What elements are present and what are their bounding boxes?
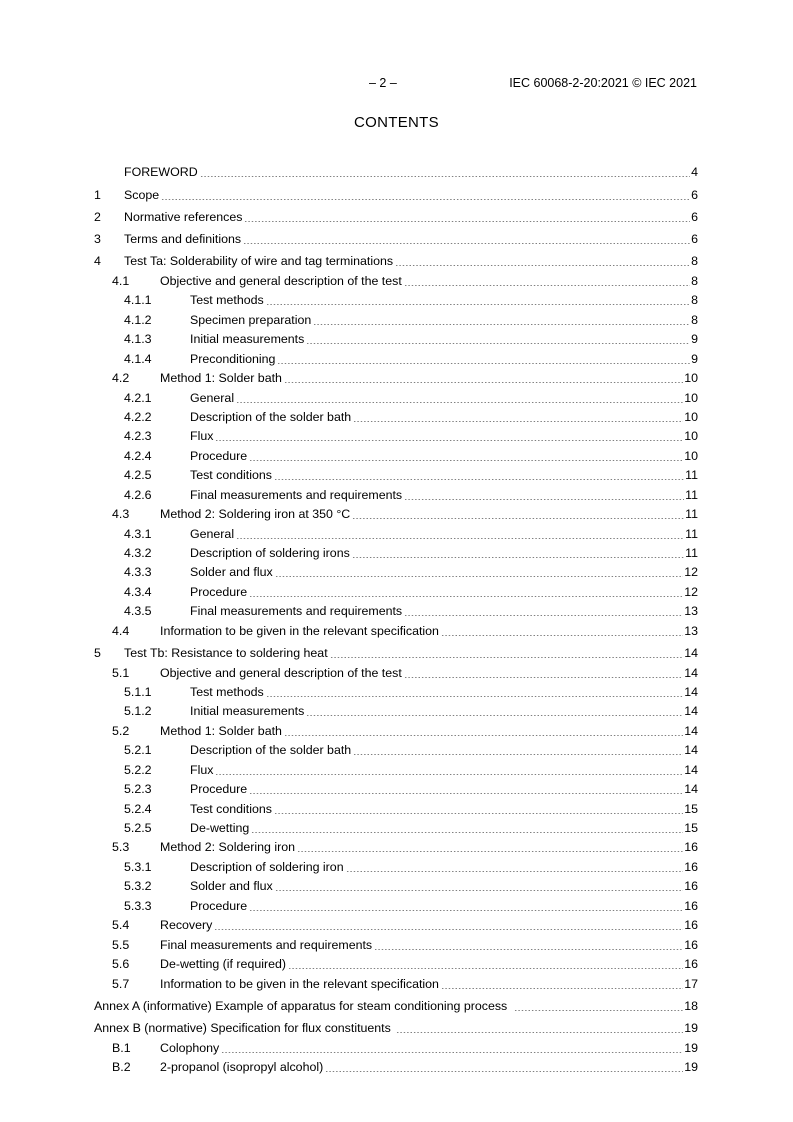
- toc-entry-page: 10: [684, 409, 698, 424]
- toc-entry-title: Test methods: [190, 684, 264, 699]
- toc-entry[interactable]: [94, 933, 698, 952]
- toc-entry-page: 13: [684, 604, 698, 619]
- toc-entry-number: 4.3.1: [124, 526, 152, 541]
- toc-entry-page: 19: [684, 1060, 698, 1074]
- toc-entry[interactable]: [94, 580, 698, 599]
- toc-entry-title: Procedure: [190, 782, 248, 797]
- toc-dot-leader: [330, 657, 683, 658]
- toc-entry-page: 19: [684, 1021, 698, 1036]
- toc-entry-page: 9: [691, 332, 698, 347]
- toc-dot-leader: [214, 929, 683, 930]
- toc-entry-page: 12: [684, 565, 698, 580]
- toc-dot-leader: [352, 557, 684, 558]
- toc-entry[interactable]: [94, 600, 698, 619]
- toc-entry[interactable]: [94, 269, 698, 288]
- toc-entry-number: 5.2.5: [124, 821, 152, 836]
- toc-entry-title: Flux: [190, 429, 214, 444]
- toc-entry-title: General: [190, 390, 235, 405]
- toc-dot-leader: [249, 910, 683, 911]
- toc-entry-number: 4.3.5: [124, 604, 152, 619]
- toc-dot-leader: [284, 382, 683, 383]
- toc-entry-number: 4.1.1: [124, 293, 152, 308]
- toc-dot-leader: [215, 440, 683, 441]
- toc-entry[interactable]: [94, 406, 698, 425]
- toc-entry-page: 14: [684, 762, 698, 777]
- toc-dot-leader: [325, 1071, 683, 1072]
- toc-dot-leader: [249, 596, 683, 597]
- toc-dot-leader: [236, 538, 684, 539]
- toc-entry-page: 14: [684, 684, 698, 699]
- toc-dot-leader: [243, 243, 690, 244]
- toc-entry-title: Final measurements and requirements: [190, 604, 403, 619]
- toc-entry-title: Terms and definitions: [124, 232, 242, 247]
- toc-entry-number: 4.1.4: [124, 351, 152, 366]
- toc-entry[interactable]: [94, 483, 698, 502]
- toc-entry[interactable]: [94, 719, 698, 738]
- toc-entry-title: Objective and general description of the test: [160, 665, 402, 680]
- toc-dot-leader: [200, 176, 690, 177]
- toc-dot-leader: [288, 968, 683, 969]
- toc-entry[interactable]: [94, 386, 698, 405]
- toc-entry-title: Solder and flux: [190, 879, 273, 894]
- toc-entry-number: 4.2.3: [124, 429, 152, 444]
- toc-entry[interactable]: [94, 425, 698, 444]
- toc-entry-title: Description of soldering iron: [190, 859, 344, 874]
- toc-entry-number: 2: [94, 209, 101, 224]
- toc-dot-leader: [404, 499, 684, 500]
- toc-entry-page: 8: [691, 254, 698, 269]
- toc-dot-leader: [249, 793, 683, 794]
- toc-entry[interactable]: [94, 367, 698, 386]
- toc-entry-page: 16: [684, 918, 698, 933]
- toc-entry[interactable]: [94, 619, 698, 638]
- toc-entry[interactable]: [94, 180, 698, 202]
- toc-entry-title: Method 2: Soldering iron at 350 °C: [160, 507, 351, 522]
- page-number: – 2 –: [369, 76, 397, 90]
- toc-entry[interactable]: [94, 639, 698, 661]
- toc-entry-number: 5.2.2: [124, 762, 152, 777]
- toc-entry-title: FOREWORD: [124, 165, 198, 180]
- toc-entry-number: 5.2: [112, 723, 130, 738]
- toc-dot-leader: [313, 324, 690, 325]
- toc-entry-title: Colophony: [160, 1040, 220, 1055]
- toc-entry-title: General: [190, 526, 235, 541]
- toc-entry-page: 8: [691, 312, 698, 327]
- toc-entry-page: 10: [684, 429, 698, 444]
- toc-entry-title: Final measurements and requirements: [160, 937, 373, 952]
- toc-entry-page: 18: [684, 998, 698, 1013]
- toc-entry-title: Test methods: [190, 293, 264, 308]
- toc-entry-title: 2-propanol (isopropyl alcohol): [160, 1060, 324, 1074]
- toc-entry-number: 4.2.2: [124, 409, 152, 424]
- toc-entry-title: Test conditions: [190, 468, 272, 483]
- toc-entry-page: 15: [684, 821, 698, 836]
- toc-dot-leader: [514, 1010, 683, 1011]
- toc-entry-page: 10: [684, 371, 698, 386]
- toc-entry-title: Annex A (informative) Example of apparatus for steam conditioning process: [94, 998, 508, 1013]
- toc-entry[interactable]: [94, 203, 698, 225]
- toc-dot-leader: [395, 265, 690, 266]
- toc-entry-page: 16: [684, 859, 698, 874]
- toc-entry-number: 4.2: [112, 371, 130, 386]
- toc-entry[interactable]: [94, 328, 698, 347]
- toc-dot-leader: [244, 221, 690, 222]
- toc-entry[interactable]: [94, 1056, 698, 1075]
- toc-entry-number: 4.1.3: [124, 332, 152, 347]
- toc-entry-number: 1: [94, 187, 101, 202]
- toc-entry-page: 11: [685, 468, 698, 483]
- toc-entry-page: 8: [691, 293, 698, 308]
- toc-entry-page: 8: [691, 273, 698, 288]
- toc-dot-leader: [404, 285, 690, 286]
- toc-entry-number: 5.6: [112, 957, 130, 972]
- toc-entry-title: Normative references: [124, 209, 243, 224]
- toc-dot-leader: [266, 696, 684, 697]
- toc-entry[interactable]: [94, 561, 698, 580]
- toc-entry[interactable]: [94, 778, 698, 797]
- toc-entry-number: 4.4: [112, 623, 130, 638]
- toc-entry-number: 4.1: [112, 273, 130, 288]
- toc-entry-title: Solder and flux: [190, 565, 273, 580]
- toc-entry-page: 11: [685, 487, 698, 502]
- toc-entry-title: Procedure: [190, 584, 248, 599]
- toc-entry-page: 14: [684, 743, 698, 758]
- toc-entry-number: 5.3.1: [124, 859, 152, 874]
- toc-entry-number: 5.3.2: [124, 879, 152, 894]
- toc-entry-number: 5.1.2: [124, 704, 152, 719]
- page-header: [0, 76, 793, 92]
- toc-dot-leader: [404, 677, 683, 678]
- toc-entry-number: 5.1: [112, 665, 130, 680]
- toc-entry-number: 3: [94, 232, 101, 247]
- toc-entry-title: Method 2: Soldering iron: [160, 840, 296, 855]
- toc-dot-leader: [352, 518, 684, 519]
- toc-entry-title: De-wetting (if required): [160, 957, 287, 972]
- toc-dot-leader: [306, 343, 690, 344]
- toc-entry[interactable]: [94, 289, 698, 308]
- toc-entry[interactable]: [94, 992, 698, 1014]
- toc-entry-number: B.2: [112, 1060, 131, 1074]
- toc-entry-number: 5: [94, 646, 101, 661]
- toc-entry-page: 10: [684, 390, 698, 405]
- toc-entry-page: 11: [685, 526, 698, 541]
- toc-entry[interactable]: [94, 661, 698, 680]
- toc-entry[interactable]: [94, 1014, 698, 1036]
- toc-dot-leader: [396, 1032, 683, 1033]
- toc-entry-title: Initial measurements: [190, 332, 305, 347]
- toc-entry[interactable]: [94, 836, 698, 855]
- toc-entry-page: 14: [684, 782, 698, 797]
- toc-entry-title: Scope: [124, 187, 160, 202]
- toc-entry-title: Test Tb: Resistance to soldering heat: [124, 646, 328, 661]
- toc-entry-number: 4.3.2: [124, 546, 152, 561]
- toc-entry-number: 4.2.6: [124, 487, 152, 502]
- toc-entry-page: 12: [684, 584, 698, 599]
- toc-dot-leader: [306, 715, 683, 716]
- toc-entry-number: 5.1.1: [124, 684, 152, 699]
- toc-entry-page: 19: [684, 1040, 698, 1055]
- toc-entry[interactable]: [94, 914, 698, 933]
- toc-dot-leader: [275, 890, 684, 891]
- toc-entry-title: Initial measurements: [190, 704, 305, 719]
- toc-entry-title: Information to be given in the relevant specification: [160, 976, 439, 991]
- toc-dot-leader: [441, 635, 683, 636]
- toc-entry-number: 5.5: [112, 937, 130, 952]
- toc-entry-title: Objective and general description of the test: [160, 273, 402, 288]
- standard-reference: IEC 60068-2-20:2021 © IEC 2021: [509, 76, 697, 90]
- toc-entry-title: Annex B (normative) Specification for flux constituents: [94, 1021, 391, 1036]
- toc-entry-number: B.1: [112, 1040, 131, 1055]
- toc-entry-page: 16: [684, 898, 698, 913]
- toc-entry-page: 11: [685, 507, 698, 522]
- toc-entry-title: Test conditions: [190, 801, 272, 816]
- toc-dot-leader: [274, 813, 683, 814]
- toc-entry-title: Procedure: [190, 898, 248, 913]
- toc-entry-number: 4: [94, 254, 101, 269]
- toc-entry-page: 10: [684, 448, 698, 463]
- toc-dot-leader: [251, 832, 683, 833]
- toc-entry-title: Procedure: [190, 448, 248, 463]
- toc-entry-title: Flux: [190, 762, 214, 777]
- toc-entry-title: De-wetting: [190, 821, 250, 836]
- toc-dot-leader: [275, 576, 684, 577]
- toc-entry-title: Test Ta: Solderability of wire and tag terminations: [124, 254, 394, 269]
- toc-entry-page: 16: [684, 840, 698, 855]
- toc-entry-title: Preconditioning: [190, 351, 276, 366]
- toc-entry[interactable]: [94, 972, 698, 991]
- toc-entry-page: 11: [685, 546, 698, 561]
- toc-dot-leader: [297, 851, 683, 852]
- toc-entry-number: 5.2.1: [124, 743, 152, 758]
- toc-entry[interactable]: [94, 875, 698, 894]
- toc-entry-title: Specimen preparation: [190, 312, 312, 327]
- toc-entry[interactable]: [94, 855, 698, 874]
- toc-entry-page: 16: [684, 879, 698, 894]
- toc-entry-title: Method 1: Solder bath: [160, 723, 282, 738]
- toc-entry-number: 4.2.5: [124, 468, 152, 483]
- toc-entry[interactable]: [94, 758, 698, 777]
- toc-entry-number: 4.1.2: [124, 312, 152, 327]
- toc-entry[interactable]: [94, 247, 698, 269]
- toc-dot-leader: [266, 304, 690, 305]
- toc-dot-leader: [221, 1052, 683, 1053]
- toc-entry[interactable]: [94, 464, 698, 483]
- toc-entry-number: 5.2.4: [124, 801, 152, 816]
- toc-entry[interactable]: [94, 542, 698, 561]
- toc-entry[interactable]: [94, 522, 698, 541]
- toc-entry[interactable]: [94, 347, 698, 366]
- toc-entry-number: 5.7: [112, 976, 130, 991]
- toc-entry-page: 4: [691, 165, 698, 180]
- toc-entry[interactable]: [94, 503, 698, 522]
- toc-entry-number: 4.3: [112, 507, 130, 522]
- toc-entry-page: 14: [684, 704, 698, 719]
- toc-entry-title: Recovery: [160, 918, 213, 933]
- toc-dot-leader: [274, 479, 684, 480]
- toc-entry-title: Description of soldering irons: [190, 546, 350, 561]
- toc-entry-page: 16: [684, 957, 698, 972]
- toc-entry-number: 5.3: [112, 840, 130, 855]
- toc-entry-title: Information to be given in the relevant specification: [160, 623, 439, 638]
- toc-entry-page: 6: [691, 232, 698, 247]
- toc-entry[interactable]: [94, 700, 698, 719]
- toc-entry-page: 16: [684, 937, 698, 952]
- toc-dot-leader: [277, 363, 690, 364]
- toc-entry-page: 15: [684, 801, 698, 816]
- toc-entry[interactable]: [94, 225, 698, 247]
- toc-entry[interactable]: [94, 817, 698, 836]
- toc-dot-leader: [346, 871, 684, 872]
- toc-entry[interactable]: [94, 894, 698, 913]
- toc-entry-page: 6: [691, 187, 698, 202]
- contents-title: CONTENTS: [354, 114, 439, 131]
- toc-entry-number: 5.2.3: [124, 782, 152, 797]
- toc-entry-number: 4.3.4: [124, 584, 152, 599]
- toc-entry[interactable]: [94, 1036, 698, 1055]
- toc-entry-page: 17: [684, 976, 698, 991]
- toc-entry[interactable]: [94, 797, 698, 816]
- toc-dot-leader: [236, 402, 683, 403]
- toc-dot-leader: [353, 421, 683, 422]
- toc-dot-leader: [374, 949, 683, 950]
- toc-entry-page: 14: [684, 665, 698, 680]
- toc-entry-title: Description of the solder bath: [190, 743, 352, 758]
- toc-entry-page: 9: [691, 351, 698, 366]
- toc-entry-number: 4.2.1: [124, 390, 152, 405]
- table-of-contents: [94, 158, 698, 1075]
- toc-dot-leader: [404, 615, 683, 616]
- toc-entry-title: Description of the solder bath: [190, 409, 352, 424]
- toc-dot-leader: [353, 754, 683, 755]
- toc-entry-page: 14: [684, 646, 698, 661]
- toc-dot-leader: [441, 988, 683, 989]
- toc-entry-title: Final measurements and requirements: [190, 487, 403, 502]
- toc-entry-page: 14: [684, 723, 698, 738]
- toc-dot-leader: [249, 460, 683, 461]
- toc-dot-leader: [161, 199, 690, 200]
- toc-entry[interactable]: [94, 444, 698, 463]
- toc-entry[interactable]: [94, 158, 698, 180]
- toc-dot-leader: [284, 735, 683, 736]
- toc-entry-number: 4.3.3: [124, 565, 152, 580]
- toc-entry-title: Method 1: Solder bath: [160, 371, 282, 386]
- toc-entry[interactable]: [94, 681, 698, 700]
- toc-entry[interactable]: [94, 953, 698, 972]
- toc-entry[interactable]: [94, 739, 698, 758]
- toc-dot-leader: [215, 774, 683, 775]
- toc-entry-number: 4.2.4: [124, 448, 152, 463]
- toc-entry[interactable]: [94, 308, 698, 327]
- toc-entry-page: 6: [691, 209, 698, 224]
- toc-entry-number: 5.3.3: [124, 898, 152, 913]
- toc-entry-number: 5.4: [112, 918, 130, 933]
- toc-entry-page: 13: [684, 623, 698, 638]
